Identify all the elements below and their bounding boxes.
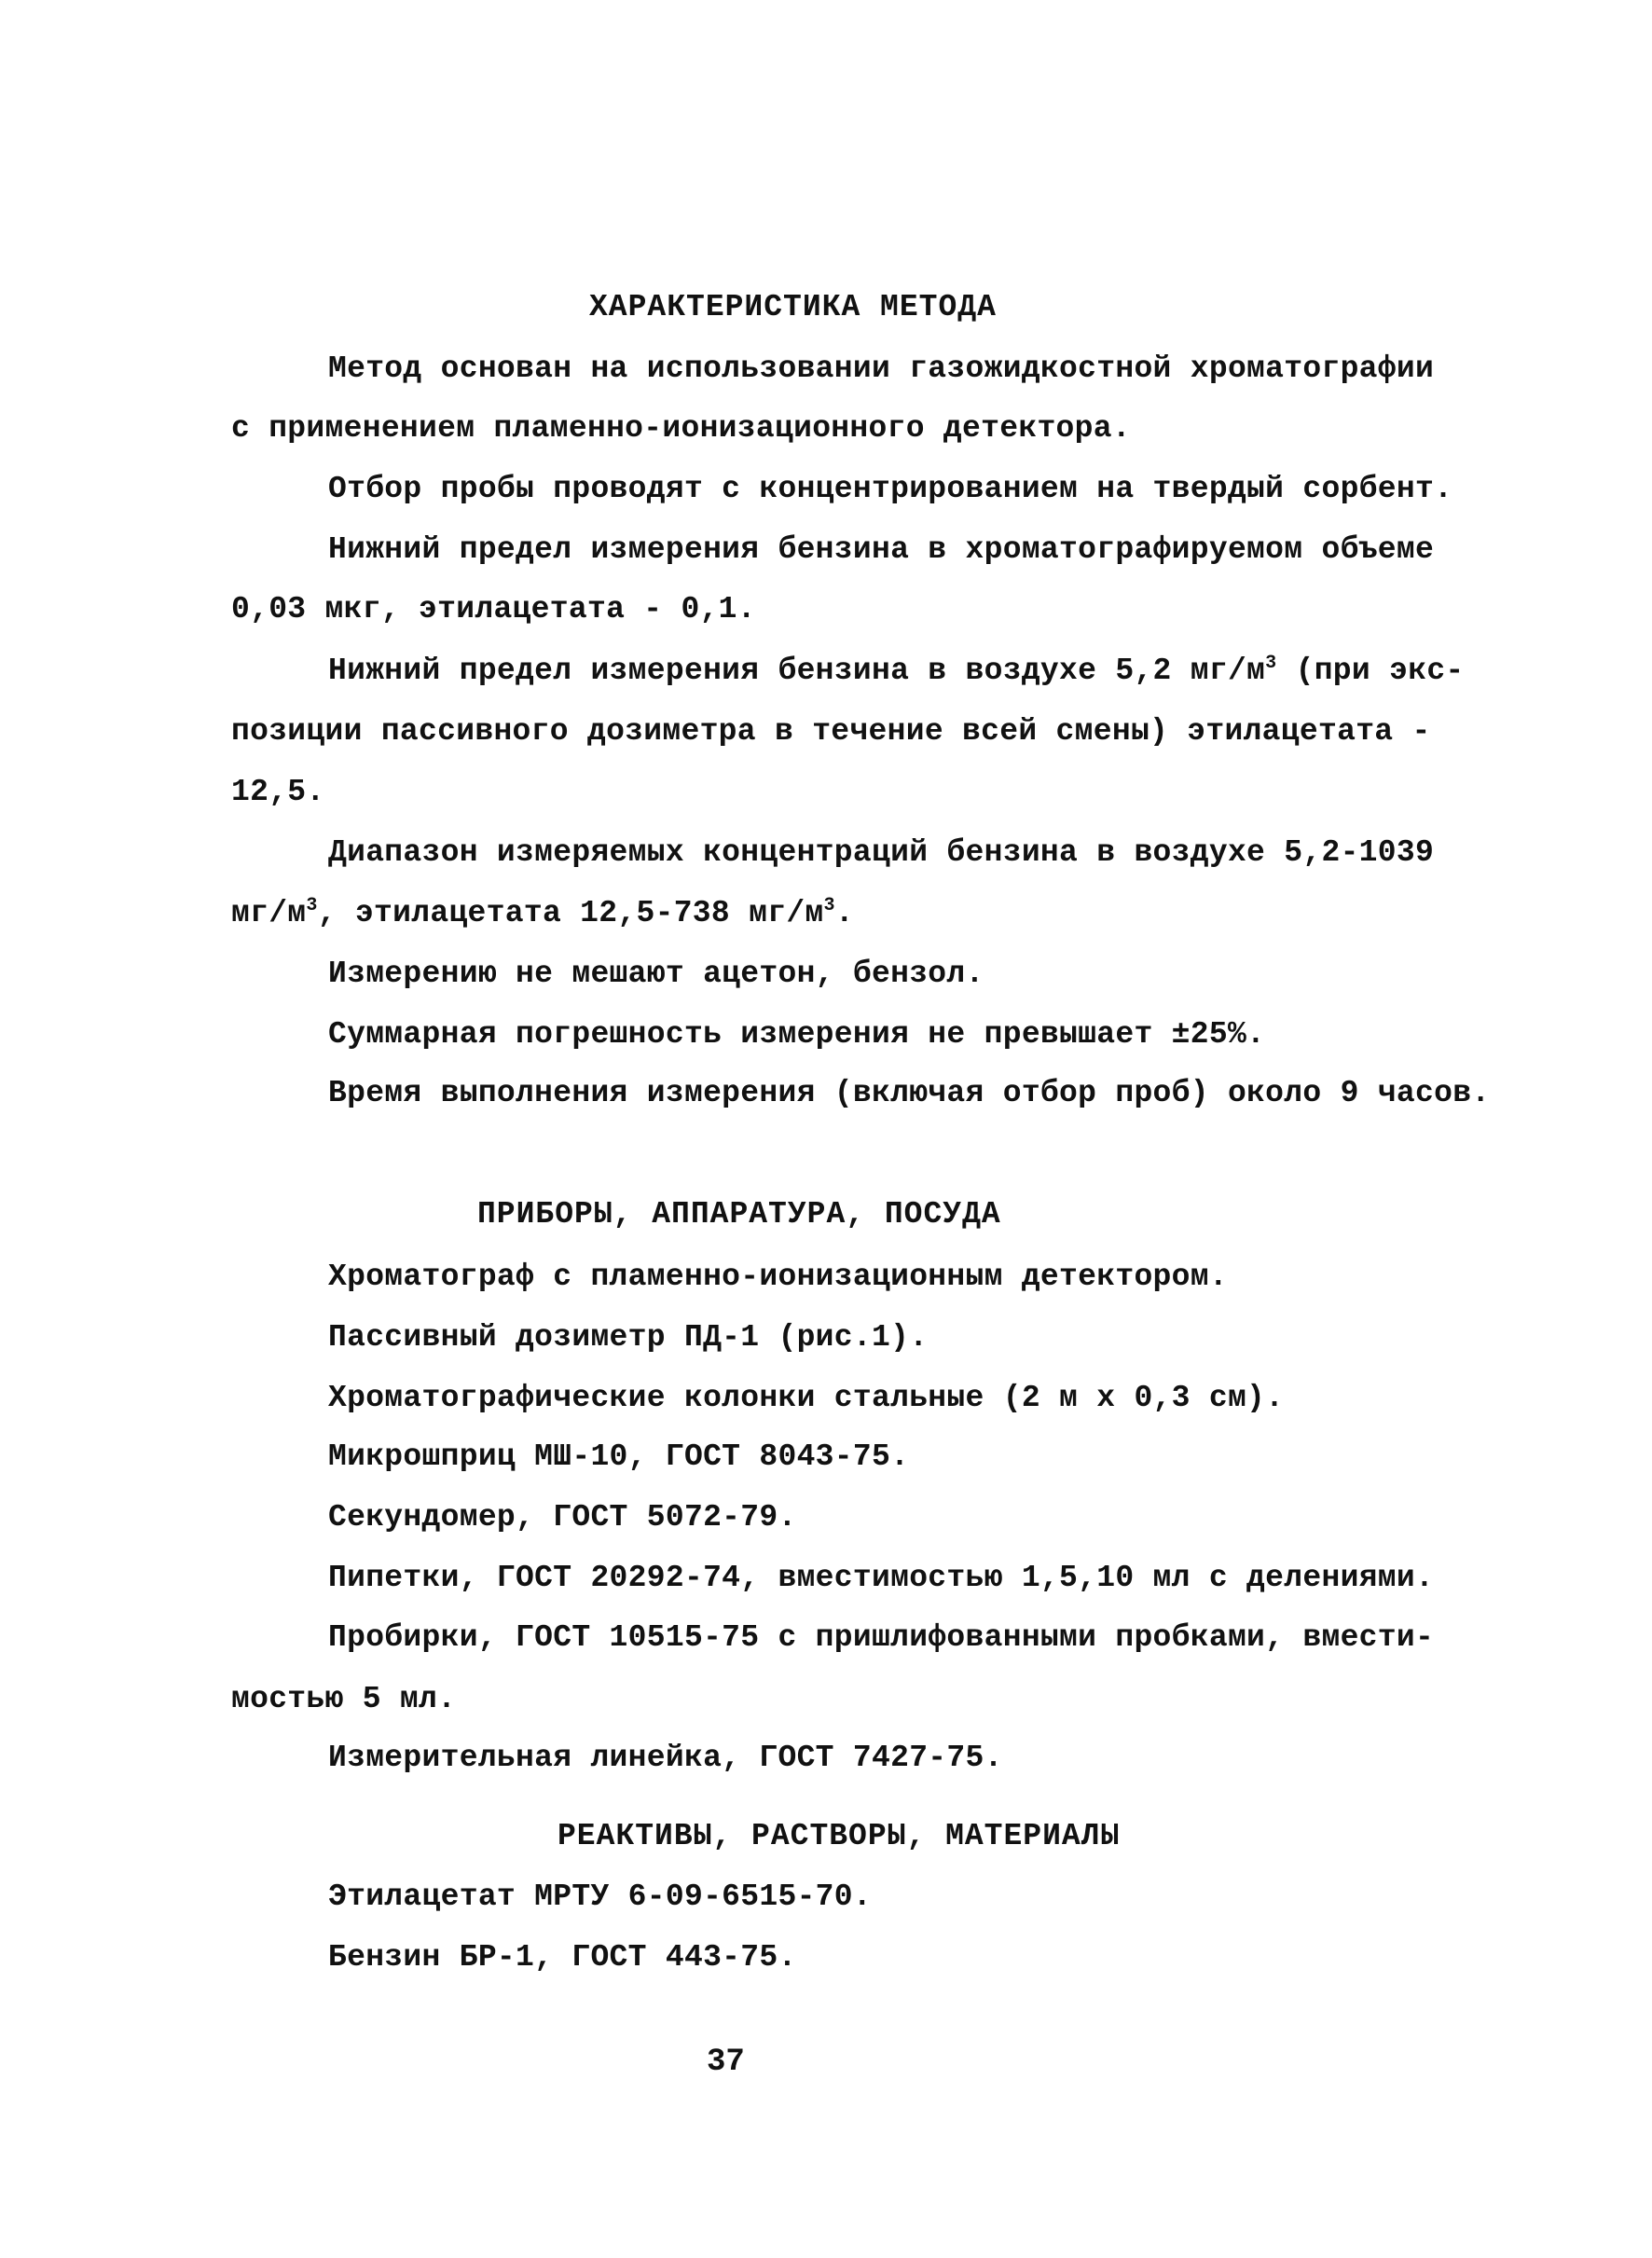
paragraph-line: Метод основан на использовании газожидкостной хроматографии [328, 351, 1435, 386]
paragraph-line: 12,5. [231, 775, 325, 809]
paragraph-line: Время выполнения измерения (включая отбор проб) около 9 часов. [328, 1076, 1491, 1110]
paragraph-line [231, 895, 854, 932]
paragraph-line: позиции пассивного дозиметра в течение всей смены) этилацетата - [231, 714, 1431, 749]
superscript: 3 [306, 895, 318, 916]
paragraph-line: Диапазон измеряемых концентраций бензина в воздухе 5,2-1039 [328, 835, 1435, 870]
paragraph-line: Измерению не мешают ацетон, бензол. [328, 957, 984, 991]
paragraph-line: Пассивный дозиметр ПД-1 (рис.1). [328, 1320, 929, 1355]
paragraph-line: Пробирки, ГОСТ 10515-75 с пришлифованными пробками, вмести- [328, 1620, 1435, 1655]
paragraph-line [328, 653, 1465, 690]
paragraph-line: Хроматограф с пламенно-ионизационным детектором. [328, 1260, 1228, 1294]
paragraph-line: Измерительная линейка, ГОСТ 7427-75. [328, 1741, 1003, 1775]
paragraph-line: Нижний предел измерения бензина в хроматографируемом объеме [328, 532, 1435, 567]
superscript: 3 [1265, 653, 1277, 674]
text-fragment: . [834, 896, 854, 930]
paragraph-line: Пипетки, ГОСТ 20292-74, вместимостью 1,5,10 мл с делениями. [328, 1561, 1435, 1595]
text-fragment: , этилацетата 12,5-738 мг/м [317, 896, 824, 930]
paragraph-line: Микрошприц МШ-10, ГОСТ 8043-75. [328, 1439, 910, 1474]
section-heading-method: ХАРАКТЕРИСТИКА МЕТОДА [589, 290, 997, 324]
paragraph-line: Секундомер, ГОСТ 5072-79. [328, 1500, 797, 1535]
text-fragment: Нижний предел измерения бензина в воздухе 5,2 мг/м [328, 654, 1266, 688]
paragraph-line: с применением пламенно-ионизационного детектора. [231, 411, 1131, 446]
paragraph-line: Хроматографические колонки стальные (2 м х 0,3 см). [328, 1381, 1285, 1415]
text-fragment: (при экс- [1295, 654, 1465, 688]
paragraph-line: мостью 5 мл. [231, 1682, 457, 1716]
section-heading-reagents: РЕАКТИВЫ, РАСТВОРЫ, МАТЕРИАЛЫ [558, 1819, 1121, 1853]
page-number: 37 [707, 2045, 745, 2080]
paragraph-line: Суммарная погрешность измерения не превышает ±25%. [328, 1017, 1266, 1052]
section-heading-instruments: ПРИБОРЫ, АППАРАТУРА, ПОСУДА [477, 1197, 1001, 1232]
paragraph-line: Этилацетат МРТУ 6-09-6515-70. [328, 1879, 872, 1914]
superscript: 3 [823, 895, 835, 916]
text-fragment: мг/м [231, 896, 307, 930]
paragraph-line: 0,03 мкг, этилацетата - 0,1. [231, 592, 756, 626]
paragraph-line: Отбор пробы проводят с концентрированием на твердый сорбент. [328, 472, 1453, 506]
paragraph-line: Бензин БР-1, ГОСТ 443-75. [328, 1940, 797, 1975]
